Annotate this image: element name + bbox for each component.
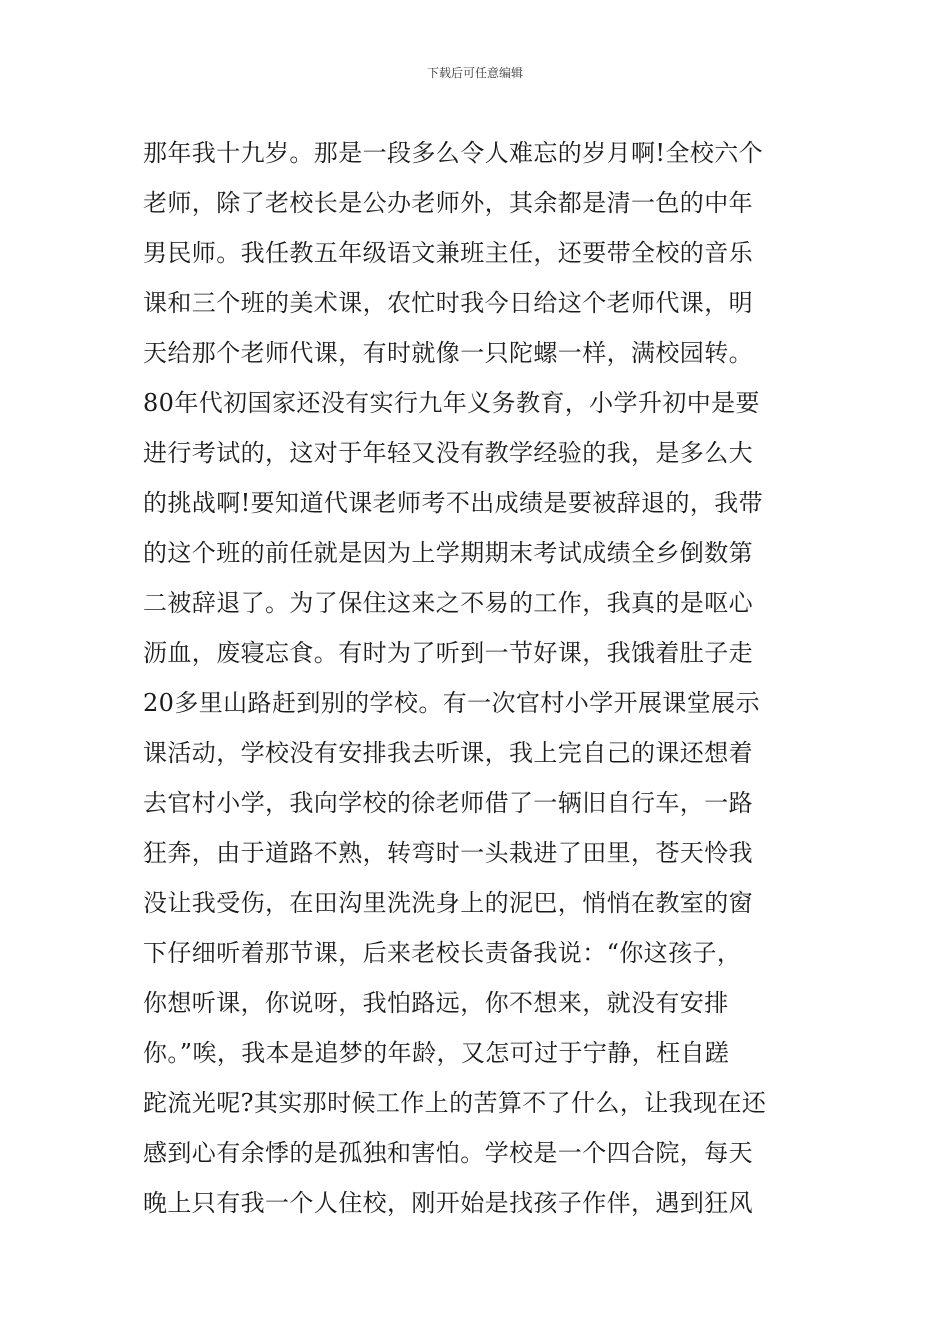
text-line: 下仔细听着那节课，后来老校长责备我说：“你这孩子， <box>143 939 742 967</box>
text-line: 男民师。我任教五年级语文兼班主任，还要带全校的音乐 <box>143 239 753 267</box>
page-header: 下载后可任意编辑 <box>426 66 523 80</box>
text-line: 跎流光呢?其实那时候工作上的苦算不了什么，让我现在还 <box>143 1089 767 1117</box>
text-line: 20多里山路赶到别的学校。有一次官村小学开展课堂展示 <box>143 689 760 717</box>
text-line: 感到心有余悸的是孤独和害怕。学校是一个四合院，每天 <box>143 1139 753 1167</box>
text-line: 80年代初国家还没有实行九年义务教育，小学升初中是要 <box>143 389 760 417</box>
text-line: 的这个班的前任就是因为上学期期末考试成绩全乡倒数第 <box>143 539 753 567</box>
body-text <box>143 128 833 1228</box>
text-line: 那年我十九岁。那是一段多么令人难忘的岁月啊!全校六个 <box>143 139 764 167</box>
text-line: 你。”唉，我本是追梦的年龄，又怎可过于宁静，枉自蹉 <box>143 1039 730 1067</box>
text-line: 没让我受伤，在田沟里洗洗身上的泥巴，悄悄在教室的窗 <box>143 889 753 917</box>
text-line: 晚上只有我一个人住校，刚开始是找孩子作伴，遇到狂风 <box>143 1189 753 1217</box>
text-line: 天给那个老师代课，有时就像一只陀螺一样，满校园转。 <box>143 339 753 367</box>
text-line: 课活动，学校没有安排我去听课，我上完自己的课还想着 <box>143 739 753 767</box>
text-line: 老师，除了老校长是公办老师外，其余都是清一色的中年 <box>143 189 753 217</box>
text-line: 课和三个班的美术课，农忙时我今日给这个老师代课，明 <box>143 289 753 317</box>
text-line: 进行考试的，这对于年轻又没有教学经验的我，是多么大 <box>143 439 753 467</box>
text-line: 的挑战啊!要知道代课老师考不出成绩是要被辞退的，我带 <box>143 489 764 517</box>
text-line: 你想听课，你说呀，我怕路远，你不想来，就没有安排 <box>143 989 729 1017</box>
text-line: 去官村小学，我向学校的徐老师借了一辆旧自行车，一路 <box>143 789 753 817</box>
text-line: 二被辞退了。为了保住这来之不易的工作，我真的是呕心 <box>143 589 753 617</box>
text-line: 沥血，废寝忘食。有时为了听到一节好课，我饿着肚子走 <box>143 639 753 667</box>
text-line: 狂奔，由于道路不熟，转弯时一头栽进了田里，苍天怜我 <box>143 839 753 867</box>
